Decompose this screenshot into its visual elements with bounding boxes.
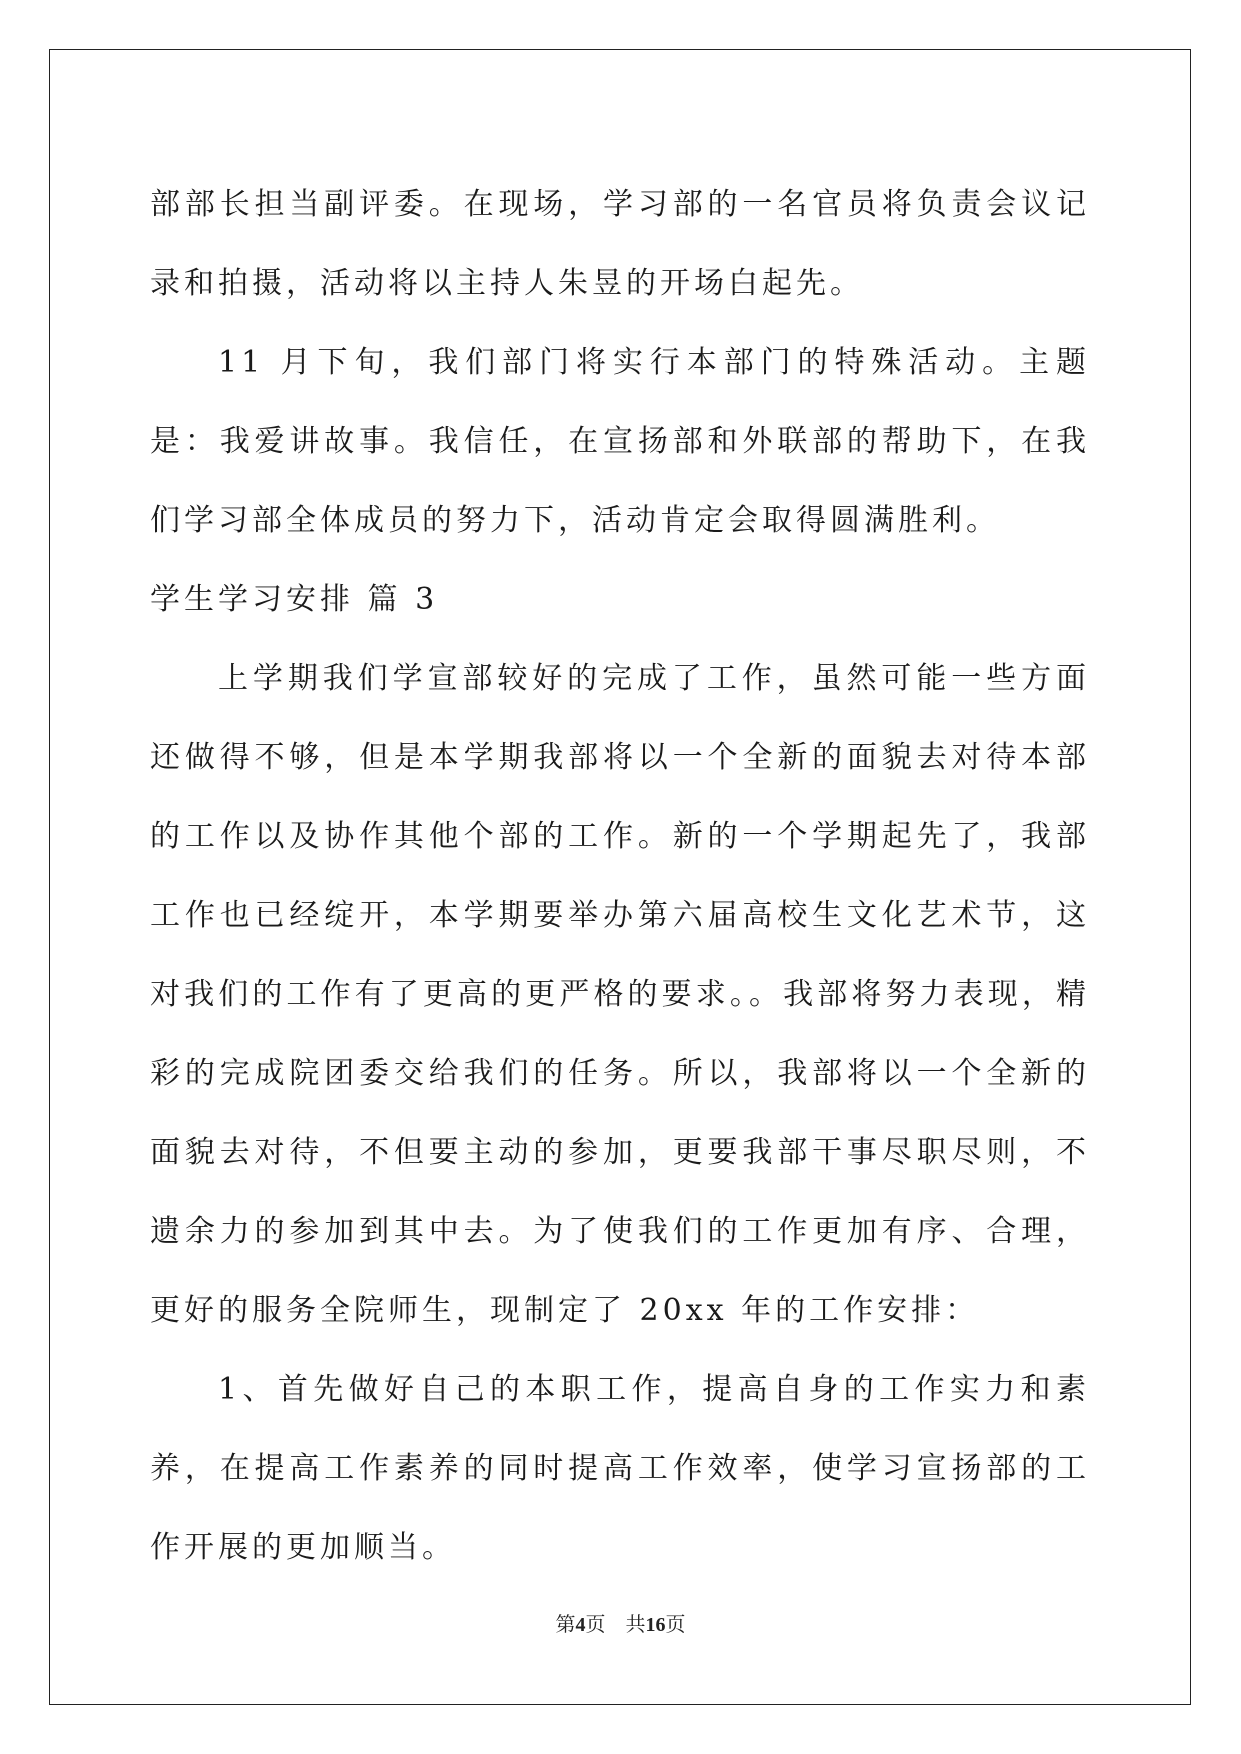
footer-current-page: 4 xyxy=(575,1614,586,1636)
section-heading: 学生学习安排 篇 3 xyxy=(150,582,439,617)
footer-suffix: 页 xyxy=(665,1614,686,1636)
footer-total-pages: 16 xyxy=(645,1614,666,1636)
document-body xyxy=(150,165,1090,1587)
paragraph-continuation: 部部长担当副评委。在现场，学习部的一名官员将负责会议记录和拍摄，活动将以主持人朱昱的开场白起先。 xyxy=(150,187,1090,301)
paragraph-item-1: 1、首先做好自己的本职工作，提高自身的工作实力和素养，在提高工作素养的同时提高工作效率，使学习宣扬部的工作开展的更加顺当。 xyxy=(150,1372,1090,1565)
page-footer xyxy=(0,1608,1241,1637)
footer-prefix: 第 xyxy=(555,1614,576,1636)
footer-mid: 页 共 xyxy=(585,1614,646,1636)
paragraph-semester-intro: 上学期我们学宣部较好的完成了工作，虽然可能一些方面还做得不够，但是本学期我部将以一个全新的面貌去对待本部的工作以及协作其他个部的工作。新的一个学期起先了，我部工作也已经绽开，本学期要举办第六届高校生文化艺术节，这对我们的工作有了更高的更严格的要求。。我部将努力表现，精彩的完成院团委交给我们的任务。所以，我部将以一个全新的面貌去对待，不但要主动的参加，更要我部干事尽职尽则，不遗余力的参加到其中去。为了使我们的工作更加有序、合理，更好的服务全院师生，现制定了 20xx 年的工作安排： xyxy=(150,661,1090,1328)
paragraph-activity-plan: 11 月下旬，我们部门将实行本部门的特殊活动。主题是：我爱讲故事。我信任，在宣扬部和外联部的帮助下，在我们学习部全体成员的努力下，活动肯定会取得圆满胜利。 xyxy=(150,345,1090,538)
